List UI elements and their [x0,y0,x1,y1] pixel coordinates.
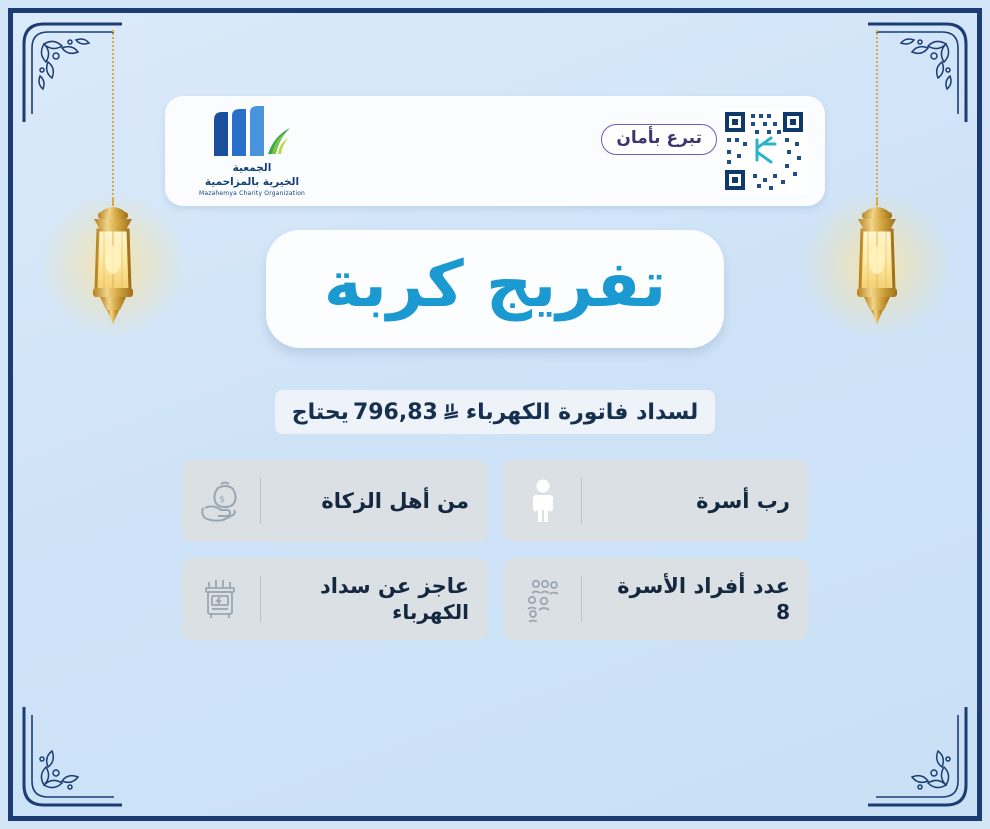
electric-meter-icon [196,576,248,622]
title-card [266,230,724,348]
charity-logo-name-ar-2: الخيرية بالمزاحمية [204,176,300,189]
charity-logo-name-en: Mazahemya Charity Organization [198,190,306,198]
info-card-label-sub: الكهرباء [392,599,469,624]
divider [581,478,582,524]
info-card-cannot-pay-electricity [182,558,487,640]
family-group-icon [517,576,569,622]
person-icon [517,478,569,524]
info-card-label-text: عاجز عن سداد [319,574,469,599]
hand-money-icon [196,478,248,524]
svg-text:$: $ [219,495,225,505]
charity-logo [191,104,313,200]
divider [260,478,261,524]
amount-needed-row [275,390,715,434]
info-card-zakat-eligible [182,460,487,542]
info-card-label: رب أسرة [696,488,790,513]
info-card-label [582,573,794,624]
amount-prefix: يحتاج [291,399,349,425]
donation-topbar [165,96,825,206]
amount-suffix: لسداد فاتورة الكهرباء [465,399,699,425]
page-title: تفريج كربة [323,248,667,322]
info-card-label-text: عدد أفراد الأسرة [617,574,790,599]
poster-content [150,96,840,719]
qr-code-icon[interactable] [721,108,807,194]
charity-logo-name-ar-1: الجمعية [232,162,272,174]
info-card-head-of-family [503,460,808,542]
saudi-riyal-icon [442,401,462,426]
info-card-label [261,573,473,624]
amount-value: 796,83 [352,399,438,425]
info-card-family-members [503,558,808,640]
divider [581,576,582,622]
info-card-label-sub: 8 [776,599,790,624]
info-card-label: من أهل الزكاة [321,488,469,513]
donate-safely-badge[interactable]: تبرع بأمان [601,124,717,155]
divider [260,576,261,622]
info-cards [182,460,808,640]
